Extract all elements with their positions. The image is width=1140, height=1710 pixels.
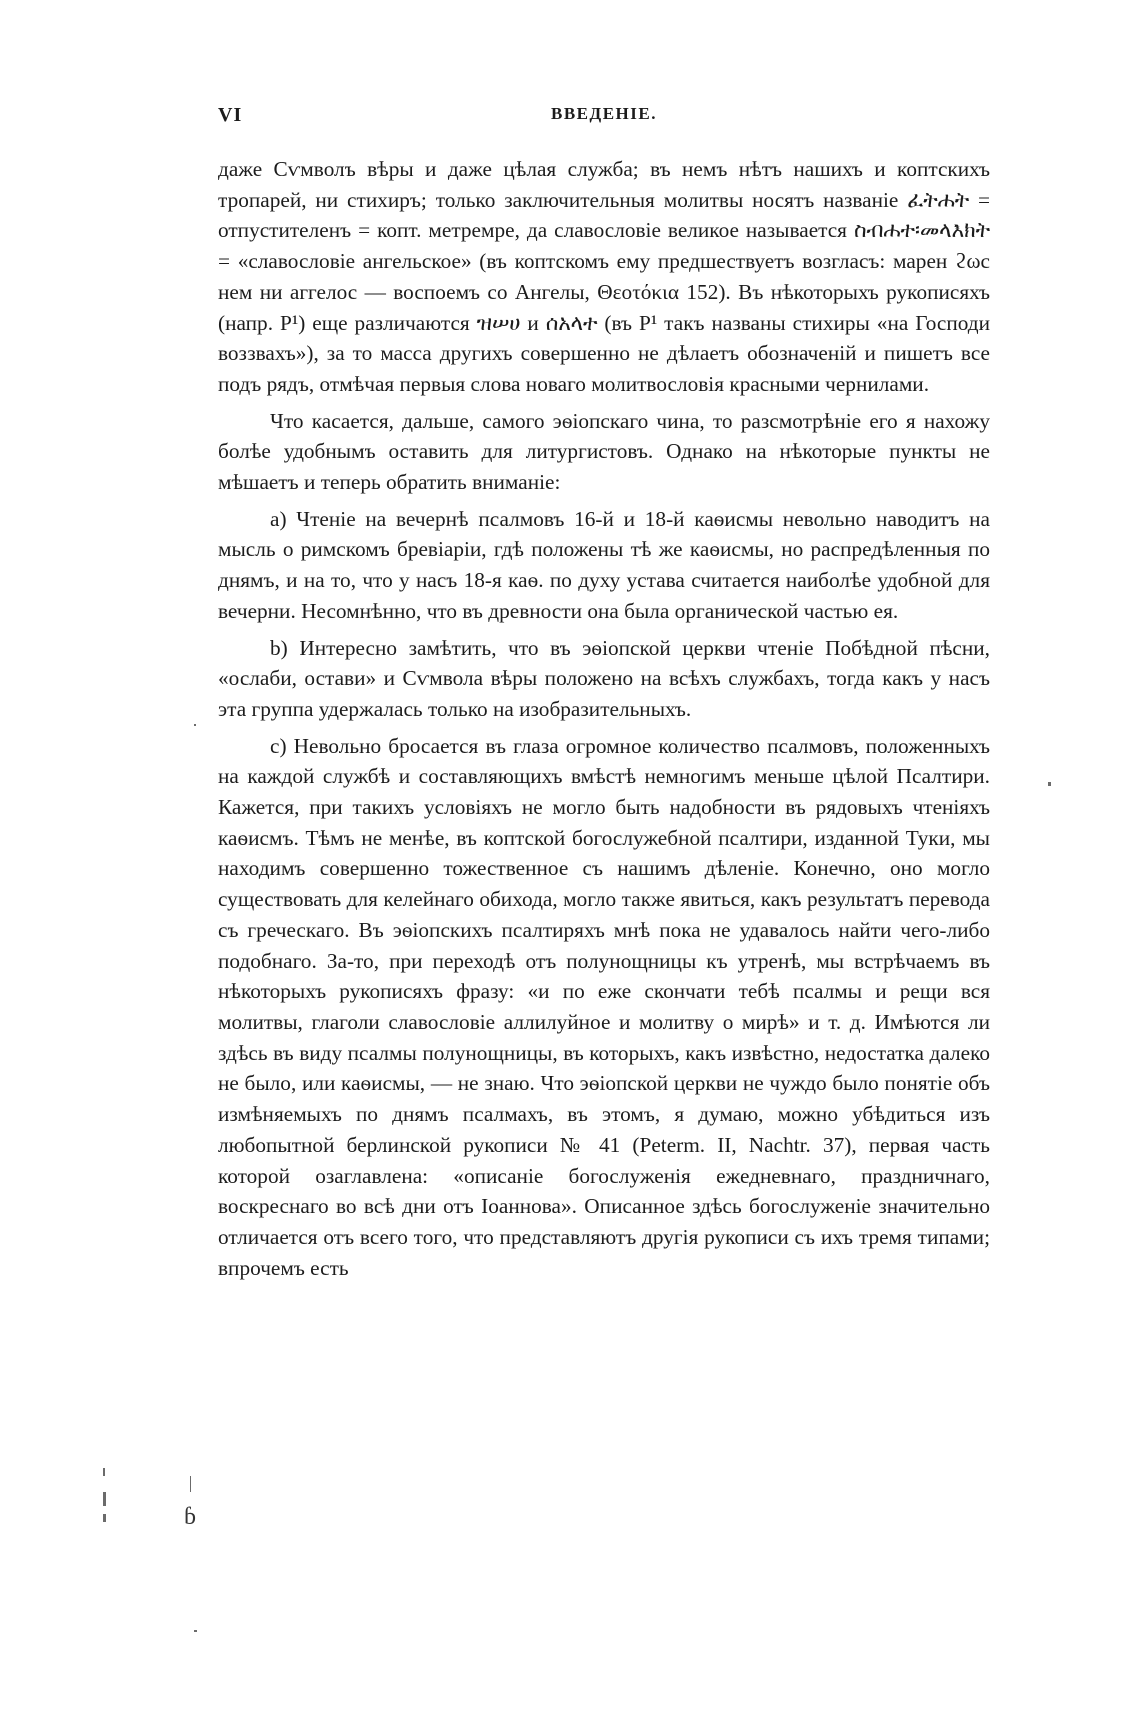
running-title: ВВЕДЕНІЕ. [551,104,657,123]
scan-speck [190,1476,191,1492]
paragraph-chin-intro: Что касается, дальше, самого эѳіопскаго чина, то разсмотрѣніе его я нахожу болѣе удобнымъ оставить для литургистовъ. Однако на нѣкоторые пункты не мѣшаетъ и теперь обратить вниманіе: [218,408,990,495]
scan-speck [103,1492,106,1506]
scan-speck [194,724,196,726]
paragraph-point-c: c) Невольно бросается въ глаза огромное количество псалмовъ, положенныхъ на каждой службѣ и составляющихъ вмѣстѣ немногимъ меньше цѣлой Псалтири. Кажется, при такихъ условіяхъ не могло быть надобности въ рядовыхъ чтеніяхъ каѳисмъ. Тѣмъ не менѣе, въ коптской богослужебной псалтири, изданной Туки, мы находимъ совершенно тожественное съ нашимъ дѣленіе. Конечно, оно могло существовать для келейнаго обихода, могло также явиться, какъ результатъ перевода съ греческаго. Въ эѳіопскихъ псалтиряхъ мнѣ пока не удавалось найти чего-либо подобнаго. За-то, при переходѣ отъ полунощницы къ утренѣ, мы встрѣчаемъ въ нѣкоторыхъ рукописяхъ фразу: «и по еже скончати тебѣ псалмы и рещи вся молитвы, глаголи славословіе аллилуйное и молитву о мирѣ» и т. д. Имѣются ли здѣсь въ виду псалмы полунощницы, въ которыхъ, какъ извѣстно, недостатка далеко не было, или каѳисмы, — не знаю. Что эѳіопской церкви не чуждо было понятіе объ измѣняемыхъ по днямъ псалмахъ, въ этомъ, я думаю, можно убѣдиться изъ любопытной берлинской рукописи № 41 (Peterm. II, Nachtr. 37), первая часть которой озаглавлена: «описаніе богослуженія ежедневнаго, праздничнаго, воскреснаго во всѣ дни отъ Іоаннова». Описанное здѣсь богослуженіе значительно отличается отъ всего того, что представляютъ другія рукописи съ ихъ тремя типами; впрочемъ есть [218,733,990,1280]
paragraph-point-b: b) Интересно замѣтить, что въ эѳіопской церкви чтеніе Побѣдной пѣсни, «ослаби, остави» и Сѵмвола вѣры положено на всѣхъ службахъ, тогда какъ у насъ эта группа удержалась только на изобразительныхъ. [218,635,990,721]
margin-glyph: ɓ [184,1504,196,1530]
page-number: VI [218,104,243,126]
scan-speck [1048,782,1051,786]
paragraph-continuation: даже Сѵмволъ вѣры и даже цѣлая служба; въ немъ нѣтъ нашихъ и коптскихъ тропарей, ни стихиръ; только заключительныя молитвы носятъ названіе ፈትሐት = отпустителенъ = копт. метремрe, да славословіе великое называется ስብሐተ፡መላእክት = «славословіе ангельское» (въ коптскомъ ему предшествуетъ возгласъ: марен ϩωс нем ни аггелос — воспоемъ со Ангелы, Θεοτόκια 152). Въ нѣкоторыхъ рукописяхъ (напр. P¹) еще различаются ዝሠሀ и ሰአላተ (въ P¹ такъ названы стихиры «на Господи воззвахъ»), за то масса другихъ совершенно не дѣлаетъ обозначеній и пишетъ все подъ рядъ, отмѣчая первыя слова новаго молитвословія красными чернилами. [218,157,990,396]
paragraph-point-a: a) Чтеніе на вечернѣ псалмовъ 16-й и 18-й каѳисмы невольно наводитъ на мысль о римскомъ бревіаріи, гдѣ положены тѣ же каѳисмы, но распредѣленныя по днямъ, и на то, что у насъ 18-я каѳ. по духу устава считается наиболѣе удобной для вечерни. Несомнѣнно, что въ древности она была органической частью ея. [218,506,990,623]
running-header [218,104,990,134]
scan-speck [194,1630,197,1632]
body-text [218,154,990,1289]
scan-speck [103,1514,106,1522]
scan-speck [103,1468,105,1476]
